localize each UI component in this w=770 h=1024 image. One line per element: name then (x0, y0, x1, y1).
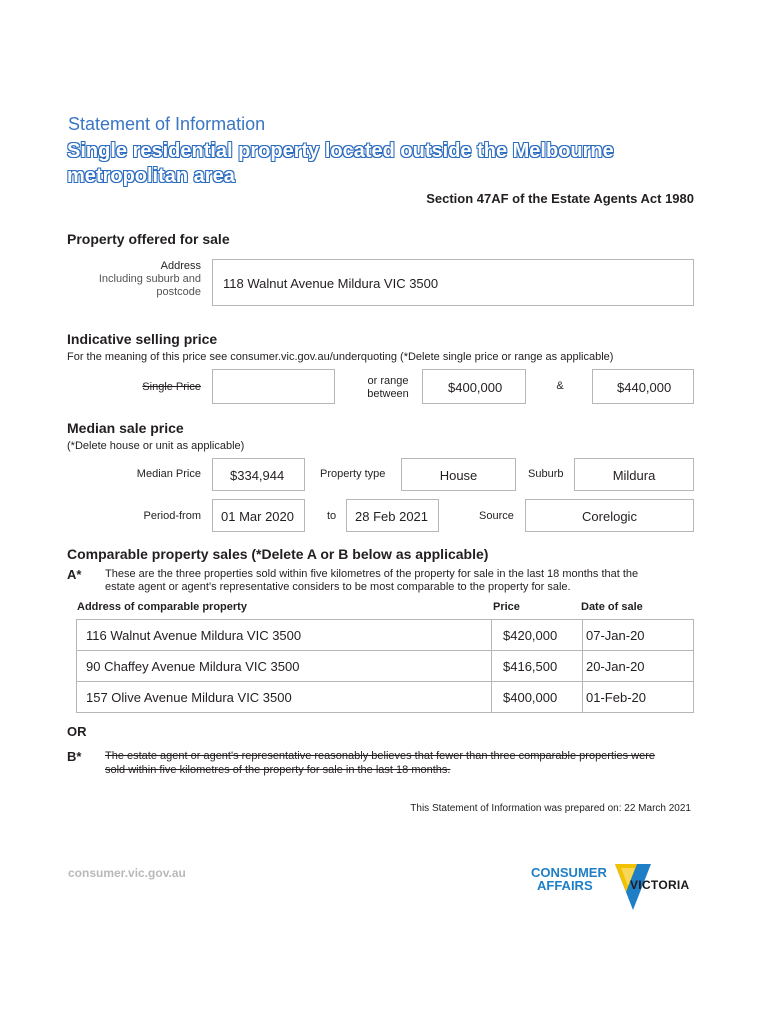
comparable-address: 90 Chaffey Avenue Mildura VIC 3500 (86, 659, 300, 674)
source-label: Source (479, 510, 514, 522)
range-high-field[interactable] (592, 369, 694, 404)
table-row (76, 619, 694, 651)
property-type-value: House (439, 468, 478, 483)
median-price-value: $334,944 (230, 468, 285, 483)
source-value: Corelogic (582, 509, 637, 524)
column-header-price: Price (493, 601, 520, 613)
median-price-field[interactable] (212, 458, 305, 491)
table-row (76, 681, 694, 713)
suburb-value: Mildura (612, 468, 656, 483)
address-field[interactable] (212, 259, 694, 306)
comparable-address: 116 Walnut Avenue Mildura VIC 3500 (86, 628, 302, 643)
column-header-address: Address of comparable property (77, 601, 247, 613)
comparable-section-title: Comparable property sales (*Delete A or B below as applicable) (67, 546, 489, 562)
property-type-label: Property type (320, 468, 386, 480)
act-section-reference: Section 47AF of the Estate Agents Act 1980 (426, 191, 694, 206)
period-from-value: 01 Mar 2020 (221, 509, 294, 524)
logo-consumer-text: CONSUMER (531, 865, 607, 880)
address-label: Address (160, 260, 201, 272)
address-value: 118 Walnut Avenue Mildura VIC 3500 (223, 276, 439, 291)
property-section-title: Property offered for sale (67, 231, 230, 247)
document-heading: Single residential property located outside the Melbourne metropolitan area (67, 140, 614, 187)
median-note: (*Delete house or unit as applicable) (67, 440, 245, 452)
address-label-postcode: postcode (156, 286, 201, 298)
range-low-field[interactable] (422, 369, 526, 404)
single-price-field[interactable] (212, 369, 335, 404)
comparable-date: 01-Feb-20 (586, 690, 646, 705)
range-ampersand: & (556, 380, 564, 392)
median-price-label: Median Price (136, 468, 201, 480)
suburb-label: Suburb (528, 468, 564, 480)
range-low-value: $400,000 (448, 380, 503, 395)
or-label: OR (67, 724, 87, 739)
footer-website-link[interactable]: consumer.vic.gov.au (68, 866, 186, 880)
option-a-text: These are the three properties sold within five kilometres of the property for sale in the last 18 months that the (105, 568, 639, 580)
address-label-suburb: Including suburb and (98, 273, 201, 285)
consumer-affairs-victoria-logo (531, 862, 701, 910)
period-from-label: Period-from (143, 510, 201, 522)
single-price-label: Single Price (142, 381, 201, 393)
indicative-section-title: Indicative selling price (67, 331, 218, 347)
prepared-date: This Statement of Information was prepared on: 22 March 2021 (410, 803, 691, 814)
period-from-field[interactable] (212, 499, 305, 532)
logo-victoria-text: VICTORIA (630, 878, 690, 892)
option-b-marker: B* (67, 749, 82, 764)
option-b-text: The estate agent or agent's representative reasonably believes that fewer than three comparable properties were (105, 750, 655, 762)
option-a-marker: A* (67, 567, 82, 582)
comparable-price: $400,000 (503, 690, 558, 705)
table-row (76, 650, 694, 682)
period-to-value: 28 Feb 2021 (355, 509, 429, 524)
indicative-note: For the meaning of this price see consumer.vic.gov.au/underquoting (*Delete single price or range as applicable) (67, 351, 614, 363)
median-section-title: Median sale price (67, 420, 184, 436)
logo-affairs-text: AFFAIRS (537, 878, 593, 893)
option-a-text-cont: estate agent or agent's representative considers to be most comparable to the property for sale. (105, 581, 571, 593)
comparable-address: 157 Olive Avenue Mildura VIC 3500 (86, 690, 292, 705)
comparable-price: $420,000 (503, 628, 558, 643)
comparable-date: 07-Jan-20 (586, 628, 645, 643)
range-label-between: between (367, 388, 409, 400)
comparable-date: 20-Jan-20 (586, 659, 645, 674)
property-type-field[interactable] (401, 458, 516, 491)
range-high-value: $440,000 (617, 380, 672, 395)
source-field[interactable] (525, 499, 694, 532)
period-to-field[interactable] (346, 499, 439, 532)
period-to-label: to (327, 510, 337, 522)
comparable-price: $416,500 (503, 659, 558, 674)
option-b-text-cont: sold within five kilometres of the property for sale in the last 18 months. (105, 764, 451, 776)
column-header-date: Date of sale (581, 601, 643, 613)
range-label: or range (367, 375, 409, 387)
document-title: Statement of Information (68, 114, 266, 134)
suburb-field[interactable] (574, 458, 694, 491)
